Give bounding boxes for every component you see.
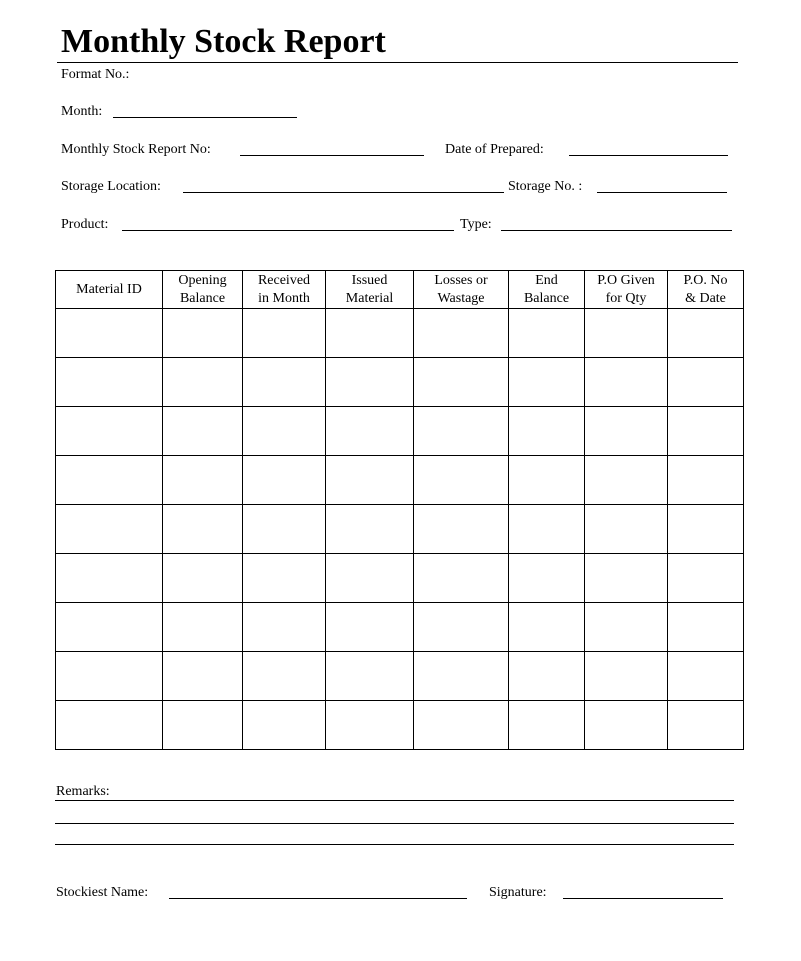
table-cell[interactable]	[509, 456, 585, 505]
remarks-label: Remarks:	[56, 784, 110, 799]
table-cell[interactable]	[243, 554, 326, 603]
table-cell[interactable]	[243, 456, 326, 505]
table-cell[interactable]	[243, 358, 326, 407]
table-cell[interactable]	[243, 701, 326, 750]
stock-table	[55, 270, 744, 750]
table-cell[interactable]	[326, 505, 414, 554]
col-header-text: Received	[257, 272, 311, 288]
col-header-text: Material ID	[76, 281, 142, 297]
table-body	[56, 309, 744, 750]
table-cell[interactable]	[163, 603, 243, 652]
table-cell[interactable]	[326, 652, 414, 701]
col-header-text: P.O. No	[683, 272, 728, 288]
table-cell[interactable]	[585, 652, 668, 701]
table-cell[interactable]	[509, 309, 585, 358]
col-header-text: End	[535, 272, 558, 288]
table-cell[interactable]	[585, 701, 668, 750]
col-header-text: Balance	[523, 290, 570, 306]
table-cell[interactable]	[509, 358, 585, 407]
table-cell[interactable]	[163, 407, 243, 456]
type-label: Type:	[460, 217, 492, 232]
table-cell[interactable]	[326, 358, 414, 407]
col-header-text: Material	[345, 290, 394, 306]
table-row	[56, 652, 744, 701]
table-row	[56, 603, 744, 652]
table-cell[interactable]	[414, 407, 509, 456]
remarks-line-3[interactable]	[55, 844, 734, 845]
col-header-material-id	[56, 271, 163, 309]
table-cell[interactable]	[585, 456, 668, 505]
storage-no-field[interactable]	[597, 192, 727, 193]
table-cell[interactable]	[243, 603, 326, 652]
date-prepared-field[interactable]	[569, 155, 728, 156]
storage-location-label: Storage Location:	[61, 179, 161, 194]
table-cell[interactable]	[585, 603, 668, 652]
signature-label: Signature:	[489, 885, 547, 900]
table-cell[interactable]	[668, 701, 744, 750]
table-cell[interactable]	[56, 309, 163, 358]
table-cell[interactable]	[326, 554, 414, 603]
table-cell[interactable]	[509, 554, 585, 603]
table-cell[interactable]	[668, 505, 744, 554]
remarks-line-1[interactable]	[55, 800, 734, 801]
col-header-po-given-for-qty	[585, 271, 668, 309]
table-row	[56, 456, 744, 505]
month-label: Month:	[61, 104, 103, 119]
table-cell[interactable]	[243, 407, 326, 456]
table-cell[interactable]	[585, 309, 668, 358]
table-cell[interactable]	[585, 407, 668, 456]
table-cell[interactable]	[414, 309, 509, 358]
table-cell[interactable]	[509, 652, 585, 701]
col-header-text: Wastage	[437, 290, 485, 306]
storage-no-label: Storage No. :	[508, 179, 583, 194]
report-no-label: Monthly Stock Report No:	[61, 142, 211, 157]
table-cell[interactable]	[326, 407, 414, 456]
report-no-field[interactable]	[240, 155, 424, 156]
stockiest-name-label: Stockiest Name:	[56, 885, 149, 900]
table-cell[interactable]	[414, 505, 509, 554]
table-row	[56, 554, 744, 603]
product-field[interactable]	[122, 230, 454, 231]
signature-field[interactable]	[563, 898, 723, 899]
table-cell[interactable]	[243, 505, 326, 554]
remarks-line-2[interactable]	[55, 823, 734, 824]
table-cell[interactable]	[56, 603, 163, 652]
type-field[interactable]	[501, 230, 732, 231]
col-header-text: P.O Given	[597, 272, 655, 288]
table-cell[interactable]	[56, 358, 163, 407]
table-cell[interactable]	[668, 309, 744, 358]
table-cell[interactable]	[56, 505, 163, 554]
table-row	[56, 701, 744, 750]
table-row	[56, 505, 744, 554]
col-header-text: for Qty	[605, 290, 647, 306]
col-header-opening-balance	[163, 271, 243, 309]
col-header-text: Balance	[179, 290, 226, 306]
table-cell[interactable]	[414, 456, 509, 505]
table-cell[interactable]	[326, 603, 414, 652]
table-cell[interactable]	[243, 652, 326, 701]
table-cell[interactable]	[326, 701, 414, 750]
table-cell[interactable]	[243, 309, 326, 358]
table-cell[interactable]	[163, 701, 243, 750]
table-cell[interactable]	[56, 456, 163, 505]
table-cell[interactable]	[668, 652, 744, 701]
month-field[interactable]	[113, 117, 297, 118]
table-header-row	[56, 271, 744, 309]
table-cell[interactable]	[414, 701, 509, 750]
col-header-issued-material	[326, 271, 414, 309]
table-cell[interactable]	[414, 554, 509, 603]
table-row	[56, 407, 744, 456]
table-cell[interactable]	[509, 701, 585, 750]
date-prepared-label: Date of Prepared:	[445, 142, 544, 157]
table-cell[interactable]	[163, 505, 243, 554]
col-header-text: & Date	[685, 290, 726, 306]
title-underline	[57, 62, 738, 63]
stockiest-name-field[interactable]	[169, 898, 467, 899]
table-cell[interactable]	[668, 603, 744, 652]
table-cell[interactable]	[163, 456, 243, 505]
table-cell[interactable]	[414, 652, 509, 701]
table-cell[interactable]	[56, 554, 163, 603]
table-cell[interactable]	[509, 603, 585, 652]
table-cell[interactable]	[56, 701, 163, 750]
col-header-po-no-and-date	[668, 271, 744, 309]
table-row	[56, 309, 744, 358]
col-header-losses-or-wastage	[414, 271, 509, 309]
page-title: Monthly Stock Report	[61, 23, 386, 60]
col-header-text: Opening	[178, 272, 227, 288]
table-cell[interactable]	[509, 505, 585, 554]
table-cell[interactable]	[163, 554, 243, 603]
table-cell[interactable]	[326, 456, 414, 505]
table-cell[interactable]	[668, 407, 744, 456]
col-header-text: Losses or	[434, 272, 488, 288]
table-cell[interactable]	[414, 603, 509, 652]
product-label: Product:	[61, 217, 109, 232]
table-cell[interactable]	[163, 358, 243, 407]
col-header-received-in-month	[243, 271, 326, 309]
table-cell[interactable]	[585, 505, 668, 554]
table-cell[interactable]	[585, 358, 668, 407]
table-cell[interactable]	[326, 309, 414, 358]
format-no-label: Format No.:	[61, 67, 130, 82]
table-cell[interactable]	[163, 652, 243, 701]
table-cell[interactable]	[56, 652, 163, 701]
table-cell[interactable]	[163, 309, 243, 358]
table-cell[interactable]	[668, 358, 744, 407]
col-header-end-balance	[509, 271, 585, 309]
col-header-text: in Month	[258, 290, 310, 306]
col-header-text: Issued	[351, 272, 388, 288]
table-cell[interactable]	[509, 407, 585, 456]
table-cell[interactable]	[668, 456, 744, 505]
table-cell[interactable]	[56, 407, 163, 456]
table-cell[interactable]	[668, 554, 744, 603]
table-cell[interactable]	[585, 554, 668, 603]
storage-location-field[interactable]	[183, 192, 504, 193]
table-cell[interactable]	[414, 358, 509, 407]
table-row	[56, 358, 744, 407]
